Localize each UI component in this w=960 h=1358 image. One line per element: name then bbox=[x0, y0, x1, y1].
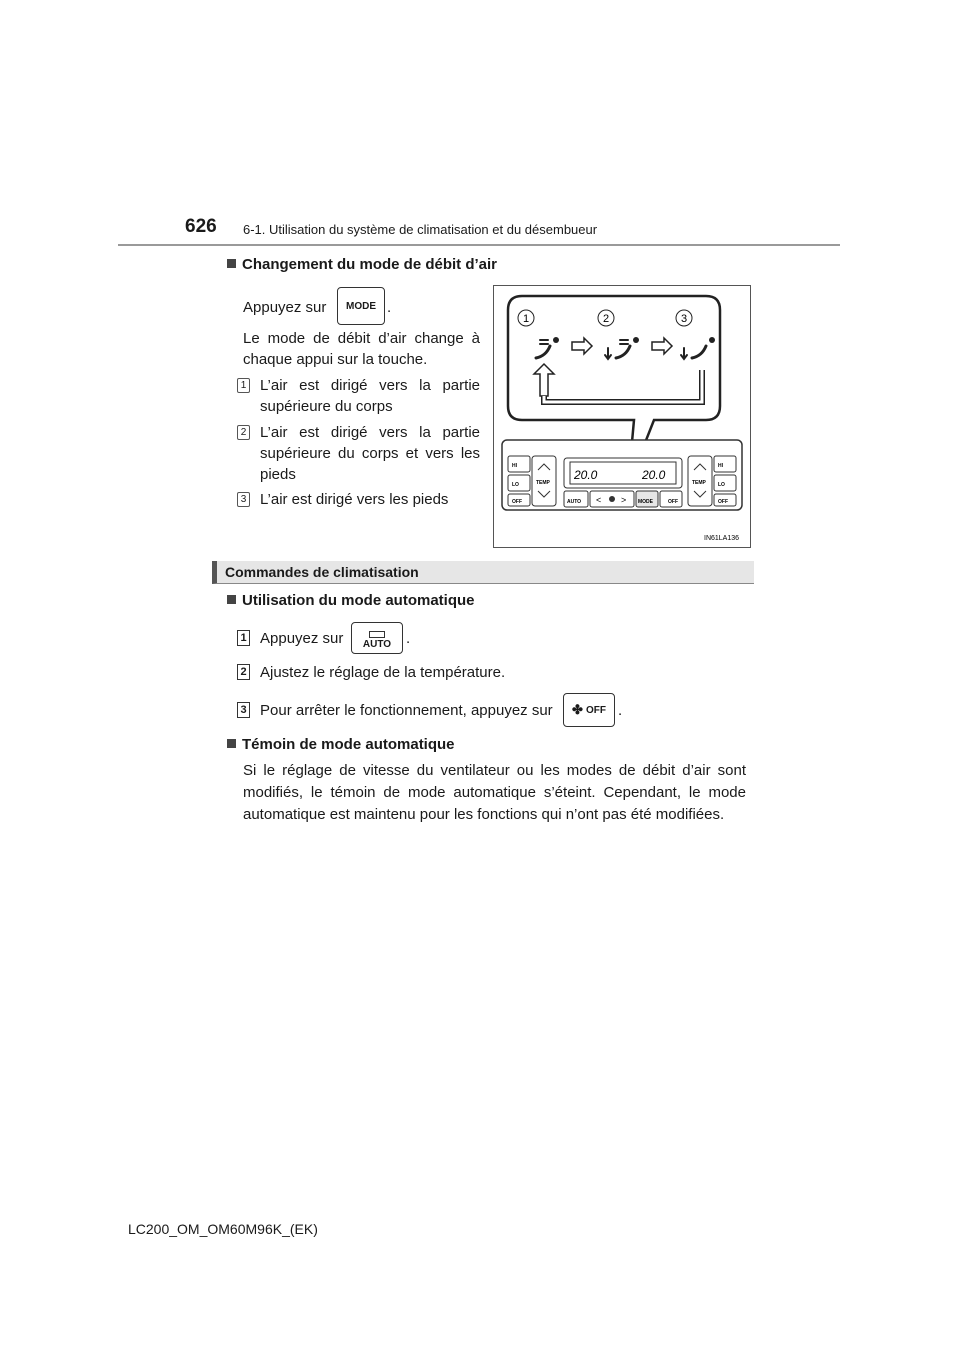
svg-text:3: 3 bbox=[680, 313, 688, 325]
svg-text:HI: HI bbox=[718, 463, 723, 469]
mode-button-illustration: MODE bbox=[337, 287, 385, 325]
square-bullet-icon bbox=[227, 259, 236, 268]
step-1-number: 1 bbox=[237, 630, 250, 646]
svg-text:2: 2 bbox=[602, 313, 610, 325]
climate-panel-figure bbox=[493, 285, 751, 548]
airflow-item-1-text: L’air est dirigé vers la partie supérieure du corps bbox=[260, 377, 480, 415]
press-mode-prefix: Appuyez sur bbox=[243, 299, 327, 316]
auto-mode-heading: Utilisation du mode automatique bbox=[227, 592, 475, 609]
chapter-title: 6-1. Utilisation du système de climatisation et du désembueur bbox=[243, 222, 598, 237]
airflow-heading: Changement du mode de débit d’air bbox=[227, 256, 497, 273]
svg-text:MODE: MODE bbox=[638, 499, 653, 505]
step-1-prefix: Appuyez sur bbox=[260, 630, 344, 647]
header-rule bbox=[118, 244, 840, 246]
airflow-description: Le mode de débit d’air change à chaque appui sur la touche. bbox=[243, 330, 480, 368]
svg-text:AUTO: AUTO bbox=[567, 499, 582, 505]
square-bullet-icon bbox=[227, 739, 236, 748]
svg-text:TEMP: TEMP bbox=[536, 480, 550, 486]
svg-text:OFF: OFF bbox=[668, 499, 678, 505]
auto-indicator-icon bbox=[369, 631, 385, 638]
indicator-text: Si le réglage de vitesse du ventilateur ou les modes de débit d’air sont modifiés, le témoin de mode automatique s’éteint. Cependant, le mode automatique est maintenu pour les fonctions qui n’ont pas été modifiées. bbox=[243, 762, 746, 823]
svg-text:<: < bbox=[596, 495, 602, 505]
step-2-number: 2 bbox=[237, 664, 250, 680]
svg-text:LO: LO bbox=[512, 482, 519, 488]
square-bullet-icon bbox=[227, 595, 236, 604]
step-1-suffix: . bbox=[406, 630, 411, 647]
figure-code: IN61LA136 bbox=[704, 535, 740, 542]
fan-off-button-illustration: ✤ OFF bbox=[563, 693, 615, 727]
auto-button-illustration: AUTO bbox=[351, 622, 403, 654]
airflow-item-2-text: L’air est dirigé vers la partie supérieure du corps et vers les pieds bbox=[260, 424, 480, 483]
section-title-bar bbox=[212, 561, 754, 584]
section-title: Commandes de climatisation bbox=[225, 564, 419, 580]
svg-text:>: > bbox=[621, 495, 627, 505]
svg-text:LO: LO bbox=[718, 482, 725, 488]
step-2-text: Ajustez le réglage de la température. bbox=[260, 664, 506, 681]
press-mode-suffix: . bbox=[387, 299, 392, 316]
document-code: LC200_OM_OM60M96K_(EK) bbox=[128, 1221, 318, 1237]
climate-panel-illustration bbox=[494, 286, 750, 547]
step-3-prefix: Pour arrêter le fonctionnement, appuyez sur bbox=[260, 702, 553, 719]
step-3-suffix: . bbox=[618, 702, 623, 719]
svg-text:HI: HI bbox=[512, 463, 517, 469]
indicator-heading: Témoin de mode automatique bbox=[227, 736, 455, 753]
airflow-item-3-text: L’air est dirigé vers les pieds bbox=[260, 491, 449, 508]
svg-text:1: 1 bbox=[522, 313, 530, 325]
airflow-item-1-number: 1 bbox=[237, 378, 250, 393]
svg-text:TEMP: TEMP bbox=[692, 480, 706, 486]
airflow-item-3-number: 3 bbox=[237, 492, 250, 507]
fan-icon: ✤ bbox=[572, 702, 583, 717]
control-panel bbox=[502, 440, 742, 510]
step-3-number: 3 bbox=[237, 702, 250, 718]
svg-text:OFF: OFF bbox=[512, 499, 522, 505]
svg-text:OFF: OFF bbox=[718, 499, 728, 505]
airflow-item-2-number: 2 bbox=[237, 425, 250, 440]
svg-text:20.0: 20.0 bbox=[574, 468, 598, 482]
page-number: 626 bbox=[185, 216, 217, 237]
svg-text:20.0: 20.0 bbox=[642, 468, 666, 482]
